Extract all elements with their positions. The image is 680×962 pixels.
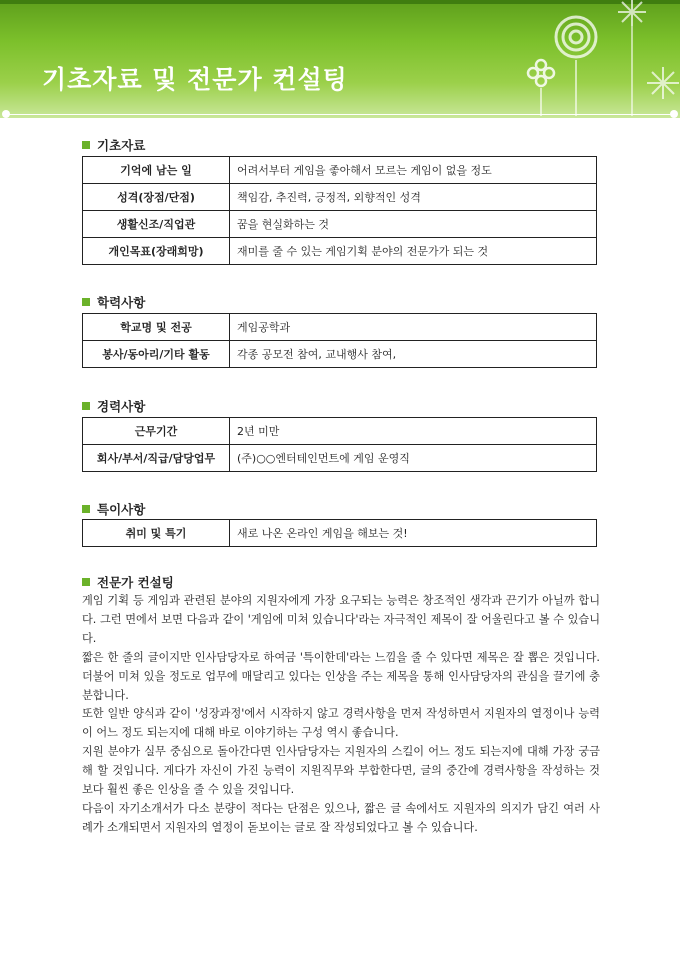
- divider-dot-right: [670, 110, 678, 118]
- row-value: 각종 공모전 참여, 교내행사 참여,: [230, 341, 597, 368]
- section-title-text: 학력사항: [97, 295, 146, 310]
- bullet-square-icon: [82, 505, 90, 513]
- row-value: (주)○○엔터테인먼트에 게임 운영직: [230, 445, 597, 472]
- row-value: 꿈을 현실화하는 것: [230, 211, 597, 238]
- row-label: 근무기간: [83, 418, 230, 445]
- row-value: 2년 미만: [230, 418, 597, 445]
- career-table: [82, 417, 597, 472]
- row-label: 학교명 및 전공: [83, 314, 230, 341]
- flower-icon: [526, 58, 556, 88]
- table-row: [83, 445, 597, 472]
- section-title-special: [82, 500, 145, 518]
- table-row: [83, 184, 597, 211]
- section-title-text: 전문가 컨설팅: [97, 575, 174, 590]
- consulting-paragraph: 또한 일반 양식과 같이 '성장과정'에서 시작하지 않고 경력사항을 먼저 작성하면서 지원자의 열정이나 능력이 어느 정도 되는지에 대해 바로 이야기하는 구성 역시 좋습니다.: [82, 707, 600, 740]
- education-table: [82, 313, 597, 368]
- row-label: 봉사/동아리/기타 활동: [83, 341, 230, 368]
- row-label: 취미 및 특기: [83, 520, 230, 547]
- row-label: 개인목표(장래희망): [83, 238, 230, 265]
- starburst-icon: [646, 66, 680, 100]
- decor-stem: [540, 88, 542, 116]
- header-divider: [6, 114, 674, 115]
- section-title-basic: [82, 136, 145, 154]
- concentric-circle-icon: [553, 14, 599, 60]
- consulting-paragraph: 지원 분야가 실무 중심으로 돌아간다면 인사담당자는 지원자의 스킬이 어느 정도 되는지에 대해 가장 궁금해 할 것입니다. 게다가 자신이 가진 능력이 지원직무와 부합한다면, 글의 중간에 경력사항을 작성하는 것보다 훨씬 좋은 인상을 줄 수 있을 것입니다.: [82, 745, 600, 797]
- table-row: [83, 418, 597, 445]
- row-value: 어려서부터 게임을 좋아해서 모르는 게임이 없을 정도: [230, 157, 597, 184]
- divider-dot-left: [2, 110, 10, 118]
- row-label: 생활신조/직업관: [83, 211, 230, 238]
- table-row: [83, 157, 597, 184]
- bullet-square-icon: [82, 402, 90, 410]
- header-banner: [0, 0, 680, 118]
- special-table: [82, 519, 597, 547]
- table-row: [83, 314, 597, 341]
- table-row: [83, 211, 597, 238]
- header-top-line: [0, 0, 680, 4]
- table-row: [83, 238, 597, 265]
- page-title: 기초자료 및 전문가 컨설팅: [42, 65, 348, 94]
- consulting-paragraph: 다음이 자기소개서가 다소 분량이 적다는 단점은 있으나, 짧은 글 속에서도 지원자의 의지가 담긴 여러 사례가 소개되면서 지원자의 열정이 돋보이는 글로 잘 작성되었다고 볼 수 있습니다.: [82, 801, 600, 834]
- starburst-icon: [612, 0, 652, 28]
- section-title-education: [82, 293, 145, 311]
- consulting-body: [82, 592, 600, 838]
- bullet-square-icon: [82, 298, 90, 306]
- basic-info-table: [82, 156, 597, 265]
- table-row: [83, 520, 597, 547]
- consulting-paragraph: 짧은 한 줄의 글이지만 인사담당자로 하여금 '특이한데'라는 느낌을 줄 수 있다면 제목은 잘 뽑은 것입니다. 더불어 미쳐 있을 정도로 업무에 매달리고 있다는 인상을 주는 제목을 통해 인사담당자의 관심을 끌기에 충분합니다.: [82, 650, 600, 702]
- section-title-text: 기초자료: [97, 138, 146, 153]
- row-value: 책임감, 추진력, 긍정적, 외향적인 성격: [230, 184, 597, 211]
- section-title-text: 경력사항: [97, 399, 146, 414]
- table-row: [83, 341, 597, 368]
- decor-stem: [575, 60, 577, 116]
- consulting-paragraph: 게임 기획 등 게임과 관련된 분야의 지원자에게 가장 요구되는 능력은 창조적인 생각과 끈기가 아닐까 합니다. 그런 면에서 보면 다음과 같이 '게임에 미쳐 있습니다'라는 자극적인 제목이 잘 어울린다고 볼 수 있습니다.: [82, 594, 600, 645]
- section-title-consulting: [82, 573, 174, 591]
- row-label: 기억에 남는 일: [83, 157, 230, 184]
- section-title-career: [82, 397, 145, 415]
- row-label: 성격(장점/단점): [83, 184, 230, 211]
- row-value: 게임공학과: [230, 314, 597, 341]
- row-label: 회사/부서/직급/담당업무: [83, 445, 230, 472]
- section-title-text: 특이사항: [97, 502, 146, 517]
- bullet-square-icon: [82, 578, 90, 586]
- row-value: 새로 나온 온라인 게임을 해보는 것!: [230, 520, 597, 547]
- decor-stem: [631, 26, 633, 116]
- row-value: 재미를 줄 수 있는 게임기획 분야의 전문가가 되는 것: [230, 238, 597, 265]
- bullet-square-icon: [82, 141, 90, 149]
